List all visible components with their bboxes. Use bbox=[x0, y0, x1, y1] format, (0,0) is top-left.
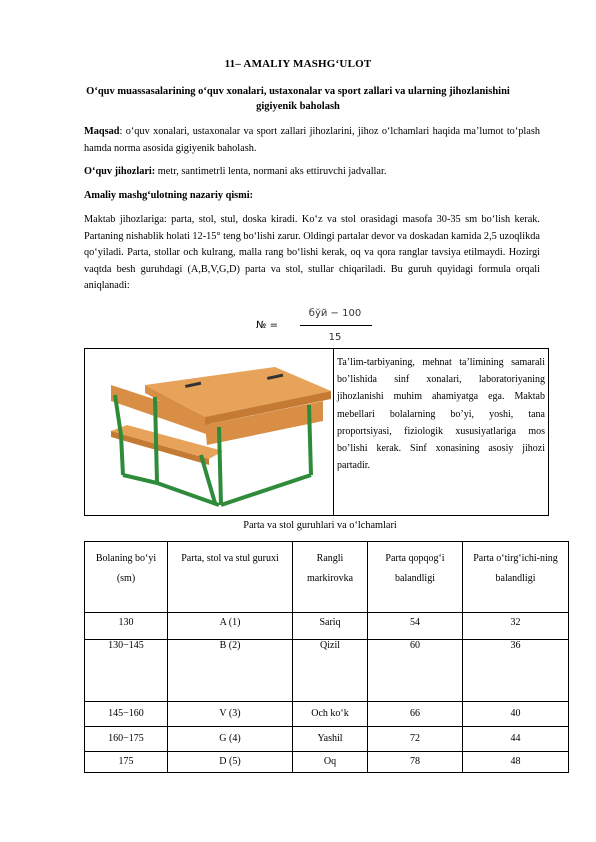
jihozlar-label: O‘quv jihozlari: bbox=[84, 166, 156, 177]
jihozlar-paragraph bbox=[84, 164, 540, 181]
header-desk-lid: Parta qopqog‘i balandligi bbox=[368, 542, 463, 613]
figure-side-text: Ta’lim-tarbiyaning, mehnat ta’limining samarali bo’lishida sinf xonalari, laboratoriyaning jihozlanishi muhim ahamiyatga ega. Maktab mebellari bolalarning bo’yi, yoshi, tana proportsiyasi, fiziologik xususiyatlariga mos bo’lishi kerak. Sinf xonasining asosiy jihozi partadir. bbox=[337, 357, 545, 472]
table-row bbox=[85, 702, 569, 727]
table-cell: 48 bbox=[463, 752, 569, 773]
maqsad-label: Maqsad bbox=[84, 126, 120, 137]
table-cell: 130−145 bbox=[85, 640, 168, 702]
header-color: Rangli markirovka bbox=[293, 542, 368, 613]
jihozlar-text: metr, santimetrli lenta, normani aks ettiruvchi jadvallar. bbox=[155, 166, 387, 177]
table-cell: 40 bbox=[463, 702, 569, 727]
table-caption: Parta va stol guruhlari va o‘lchamlari bbox=[243, 520, 397, 531]
nazariy-heading bbox=[84, 188, 540, 205]
table-cell: 60 bbox=[368, 640, 463, 702]
formula-numerator: бўй − 100 bbox=[308, 308, 362, 319]
table-cell: Sariq bbox=[293, 613, 368, 640]
figure-divider bbox=[333, 349, 334, 515]
table-cell: Och ko‘k bbox=[293, 702, 368, 727]
table-cell: Oq bbox=[293, 752, 368, 773]
furniture-size-table bbox=[84, 541, 569, 773]
table-cell: V (3) bbox=[168, 702, 293, 727]
table-cell: 72 bbox=[368, 727, 463, 752]
group-formula bbox=[254, 306, 374, 350]
table-header-row bbox=[85, 542, 569, 613]
table-cell: 44 bbox=[463, 727, 569, 752]
maqsad-paragraph bbox=[84, 124, 540, 157]
main-paragraph: Maktab jihozlariga: parta, stol, stul, doska kiradi. Ko‘z va stol orasidagi masofa 30-35 sm bo‘lish kerak. Partaning nishablik holati 12-15° teng bo‘lishi zarur. Oldingi partalar devor va doskadan kamida 2,5 uzoqlikda qo‘yiladi. Parta, stollar och kulrang, malla rang bo‘lishi kerak, oq va qora ranglar tavsiya etilmaydi. Hozirgi vaqtda besh guruhdagi (A,B,V,G,D) parta va stol, stullar chiqariladi. Bu guruh quyidagi formula orqali aniqlanadi: bbox=[84, 214, 540, 292]
table-cell: 145−160 bbox=[85, 702, 168, 727]
table-cell: 66 bbox=[368, 702, 463, 727]
table-row bbox=[85, 613, 569, 640]
table-cell: Qizil bbox=[293, 640, 368, 702]
school-desk-image bbox=[97, 355, 333, 511]
page-title: 11– AMALIY MASHG‘ULOT bbox=[224, 58, 372, 70]
formula-lhs: № = bbox=[256, 320, 278, 331]
maqsad-text: : o‘quv xonalari, ustaxonalar va sport zallari jihozlarini, jihoz o‘lchamlari haqida ma’lumot to‘plash hamda norma asosida gigiyenik baholash. bbox=[84, 126, 540, 154]
table-cell: Yashil bbox=[293, 727, 368, 752]
table-cell: D (5) bbox=[168, 752, 293, 773]
formula-fraction-bar bbox=[300, 325, 372, 326]
page-subtitle: O‘quv muassasalarining o‘quv xonalari, ustaxonalar va sport zallari va ularning jihozlanishini gigiyenik baholash bbox=[86, 86, 510, 112]
figure-box bbox=[84, 348, 549, 516]
nazariy-heading-text: Amaliy mashg‘ulotning nazariy qismi: bbox=[84, 190, 254, 201]
table-cell: 32 bbox=[463, 613, 569, 640]
header-height: Bolaning bo‘yi (sm) bbox=[85, 542, 168, 613]
table-cell: 36 bbox=[463, 640, 569, 702]
header-group: Parta, stol va stul guruxi bbox=[168, 542, 293, 613]
table-cell: A (1) bbox=[168, 613, 293, 640]
table-cell: B (2) bbox=[168, 640, 293, 702]
header-seat: Parta o‘tirg‘ichi-ning balandligi bbox=[463, 542, 569, 613]
table-cell: 78 bbox=[368, 752, 463, 773]
table-cell: 54 bbox=[368, 613, 463, 640]
table-cell: G (4) bbox=[168, 727, 293, 752]
table-row bbox=[85, 727, 569, 752]
table-row bbox=[85, 752, 569, 773]
table-row bbox=[85, 640, 569, 702]
table-cell: 160−175 bbox=[85, 727, 168, 752]
table-cell: 130 bbox=[85, 613, 168, 640]
formula-denominator: 15 bbox=[328, 332, 342, 343]
table-cell: 175 bbox=[85, 752, 168, 773]
